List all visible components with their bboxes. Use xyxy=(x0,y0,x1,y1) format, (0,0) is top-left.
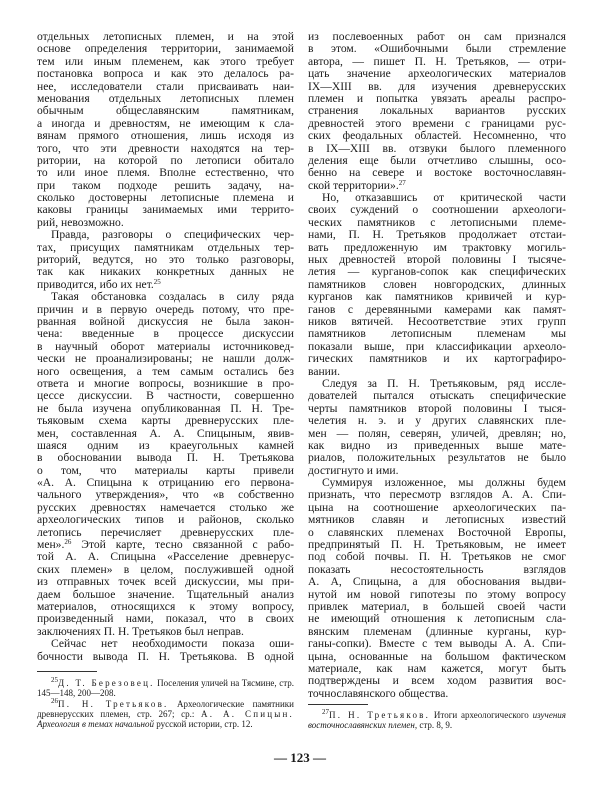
text-line: о славянских племенах Восточной Европы, xyxy=(308,525,566,539)
text-line: ских феодальных областей. Несомненно, что xyxy=(308,129,566,143)
text-line: из отправных точек всей дискуссии, мы при- xyxy=(37,575,294,589)
text-line: предпринятый П. Н. Третьяковым, не имеет xyxy=(308,538,566,552)
page-number: — 123 — xyxy=(274,750,326,765)
text-line: то или иное племя. Вполне естественно, что xyxy=(37,166,294,180)
footnote-author: Д. Т. Березовец. xyxy=(58,678,155,688)
text-line: тьяковым схема карты древнерусских пле- xyxy=(37,414,294,428)
footnote-reference[interactable]: 25 xyxy=(153,277,161,286)
text-line: сколько достоверны летописные племена и xyxy=(37,191,294,205)
text-line: заключениях П. Н. Третьяков был неправ. xyxy=(37,624,244,638)
text-line: ганов с деревянными камерами как памят- xyxy=(308,302,566,316)
text-line: курганов как памятников кривичей и кур- xyxy=(308,290,566,304)
text-line: привлек материал, в большей своей части xyxy=(308,599,566,613)
line-text: приводится, ибо их нет. xyxy=(37,277,154,291)
text-line: Правда, разговоры о специфических чер- xyxy=(51,228,294,242)
footnote-separator xyxy=(37,671,97,672)
text-line: в научный оборот материалы источниковед- xyxy=(37,339,294,353)
text-line: как видно из приведенных выше мате- xyxy=(308,438,566,452)
footnote-text: Итоги археологического xyxy=(430,710,529,720)
text-line: ческих памятников с летописными племе- xyxy=(308,215,566,229)
text-line: менования отдельных летописных племен xyxy=(37,91,294,105)
text-line: племен и попытка увязать ареалы распро- xyxy=(308,91,566,105)
text-line: бочности вывода П. Н. Третьякова. В одной xyxy=(37,649,294,663)
text-line: причин и в первую очередь потому, что пре- xyxy=(37,302,294,316)
text-line: А. А, Спицына, а для обоснования выдви- xyxy=(308,575,566,589)
text-line: ритории, на которой по летописи обитало xyxy=(37,153,294,167)
text-line: материалов, относящихся к этому вопросу, xyxy=(37,599,294,613)
text-line: Сейчас нет необходимости показа оши- xyxy=(51,637,294,651)
text-line: тах, присущих памятникам отдельных тер- xyxy=(37,240,294,254)
text-line: деления еще были отчетливо слышны, осо- xyxy=(308,153,566,167)
text-line: при таком подходе решить задачу, на- xyxy=(37,178,294,192)
footnote-author: П. Н. Третьяков. xyxy=(329,710,431,720)
text-line: риалов, положительных результатов не было xyxy=(308,451,566,465)
text-line: в обосновании вывода П. Н. Третьякова xyxy=(37,451,294,465)
footnote-author: А. А. Спицын. xyxy=(201,708,294,719)
text-line: того, что эти древности находятся на тер- xyxy=(37,141,294,155)
text-line: ного освещения, а тем самым остались без xyxy=(37,364,294,378)
footnote-separator xyxy=(308,704,368,705)
footnote-text: Поселения уличей на Тясмине, стр. 145—148, 200—208. xyxy=(37,678,294,699)
footnotes-right xyxy=(308,710,566,731)
text-line: обычным общеславянским памятникам, xyxy=(37,104,294,118)
text-line: под собой почвы. П. Н. Третьяков не смог xyxy=(308,550,566,564)
text-line: Но, отказавшись от критической части xyxy=(322,191,566,205)
line-text: ской территории». xyxy=(308,178,399,192)
text-line: странения локальных вариантов русских xyxy=(308,104,566,118)
text-line: о том, что материалы карты привели xyxy=(37,463,294,477)
text-line: ских племен» в целом, послужившей одной xyxy=(37,562,294,576)
text-line: даем большое значение. Тщательный анализ xyxy=(37,587,294,601)
text-line: археологических типов и районов, сколько xyxy=(37,513,294,527)
text-line: постановка вопроса и как это делалось ра- xyxy=(37,67,294,81)
text-line: признать, что пересмотр взглядов А. А. Спи- xyxy=(308,488,566,502)
text-line: своих суждений о соотношении археологи- xyxy=(308,203,566,217)
text-line: ников вятичей. Несоответствие этих групп xyxy=(308,314,566,328)
footnote-number: 26 xyxy=(51,696,58,705)
text-line: дователей пытался отыскать специфические xyxy=(308,389,566,403)
text-line: не была изучена опубликованная П. Н. Тре- xyxy=(37,401,294,415)
text-line: мятников славян и летописных известий xyxy=(308,513,566,527)
text-line: не имеющий отношения к летописным сла- xyxy=(308,612,566,626)
text-line: показали выше, при классификации археоло- xyxy=(308,339,566,353)
text-line: черты памятников второй половины I тыся- xyxy=(308,401,566,415)
footnote-number: 25 xyxy=(51,676,58,684)
text-line: подтверждены и всем ходом развития вос- xyxy=(308,674,566,688)
text-line: точнославянского общества. xyxy=(308,686,449,700)
footnote-text: стр. 8, 9. xyxy=(417,720,453,731)
footnote-author: П. Н. Третьяков. xyxy=(58,698,169,709)
text-line: основе определения территории, занимаемой xyxy=(37,42,294,56)
text-line: ных древностей второй половины I тысяче- xyxy=(308,253,566,267)
footnote-25 xyxy=(37,678,294,699)
text-line: нее, исследователи стали присваивать наи- xyxy=(37,79,294,93)
text-line: вянским племенам (длинные курганы, кур- xyxy=(308,624,566,638)
text-line: памятников летописным племенам мы xyxy=(308,327,566,341)
text-line: ответа и многие вопросы, возникшие в про- xyxy=(37,376,294,390)
text-line: цессе дискуссии. В частности, совершенно xyxy=(37,389,294,403)
text-line: бенно на севере и востоке восточнославян- xyxy=(308,166,566,180)
text-line: автора, — пишет П. Н. Третьяков, — отри- xyxy=(308,54,566,68)
text-line: вании. xyxy=(308,364,340,378)
text-line: челетия н. э. и у других славянских пле- xyxy=(308,414,566,428)
text-line: рванная войной дискуссия не была закон- xyxy=(37,314,294,328)
text-line: летия — курганов-сопок как специфических xyxy=(308,265,566,279)
line-text: мен». xyxy=(37,538,65,552)
text-line: чески не проанализированы; не нашли долж- xyxy=(37,352,294,366)
text-line: каковы границы занимаемых ими террито- xyxy=(37,203,294,217)
text-line: из послевоенных работ он сам признался xyxy=(308,30,566,43)
footnote-reference[interactable]: 26 xyxy=(64,538,72,547)
text-line: произведенный нами, показал, что в своих xyxy=(37,612,294,626)
text-line: в IX—XIII вв. отзвуки былого племенного xyxy=(308,141,566,155)
text-line: отдельных летописных племен, и на этой xyxy=(37,30,294,43)
footnote-title: изучения восточнославянских племен, xyxy=(308,710,566,731)
text-line: шаяся одним из краеугольных камней xyxy=(37,438,294,452)
text-line: мен — полян, северян, уличей, древлян; но, xyxy=(308,426,566,440)
text-line: нутой им новой гипотезы по этому вопросу xyxy=(308,587,566,601)
text-line: мен, составленная А. А. Спицыным, явив- xyxy=(37,426,294,440)
text-line: «А. А. Спицына к отрицанию его первона- xyxy=(37,476,294,490)
text-line: цына, основанные на большом фактическом xyxy=(308,649,566,663)
text-line: гических памятников и их картографиро- xyxy=(308,352,566,366)
text-line: той А. А. Спицына «Расселение древнерус- xyxy=(37,550,294,564)
footnotes-left xyxy=(37,678,294,729)
text-line: Такая обстановка создалась в силу ряда xyxy=(51,290,294,304)
footnote-number: 27 xyxy=(322,708,329,716)
text-line: цына на соотношение археологических па- xyxy=(308,500,566,514)
text-line: чального утверждения», что «в собственно xyxy=(37,488,294,502)
left-text-column xyxy=(37,31,294,663)
text-line: Следуя за П. Н. Третьяковым, ряд иссле- xyxy=(322,376,566,390)
text-line: материале, как нам кажется, могут быть xyxy=(308,661,566,675)
line-text: Этой карте, тесно связанной с рабо- xyxy=(71,538,294,552)
text-line: показать несостоятельность взглядов xyxy=(308,562,566,576)
text-line: риторий, ведутся, но это только разговоры, xyxy=(37,253,294,267)
footnote-text: русской истории, стр. 12. xyxy=(153,719,253,730)
text-line: достигнуто и ими. xyxy=(308,463,399,477)
text-line: русских древностях намечается столько же xyxy=(37,500,294,514)
text-line: чена: введенные в процессе дискуссии xyxy=(37,327,294,341)
text-line: так как никаких конкретных данных не xyxy=(37,265,294,279)
text-line: вянам прямого отношения, лишь исходя из xyxy=(37,129,294,143)
footnote-27 xyxy=(308,710,566,731)
text-line: древностей этого времени с границами рус- xyxy=(308,116,566,130)
text-line: тем или иным племенем, как этого требует xyxy=(37,54,294,68)
text-line: рий, невозможно. xyxy=(37,215,124,229)
text-line: вать предложенную им трактовку могиль- xyxy=(308,240,566,254)
footnote-text: Археологические памятники древнерусских племен, стр. 267; ср.: xyxy=(37,698,294,719)
footnote-26 xyxy=(37,696,294,730)
text-line: а иногда и древностям, не имеющим к сла- xyxy=(37,116,294,130)
footnote-reference[interactable]: 27 xyxy=(398,178,406,187)
text-line: памятников словен новгородских, длинных xyxy=(308,277,566,291)
text-line: в этом. «Ошибочными были стремление xyxy=(308,42,566,56)
text-line: IX—XIII вв. для изучения древнерусских xyxy=(308,79,566,93)
text-line: ганы-сопки). Вместе с тем выводы А. А. Спи- xyxy=(308,637,566,651)
text-line: летопись перечисляет древнерусских пле- xyxy=(37,525,294,539)
text-line: цать значение археологических материалов xyxy=(308,67,566,81)
text-line: Суммируя изложенное, мы должны будем xyxy=(322,476,566,490)
text-line: нами, П. Н. Третьяков продолжает отстаи- xyxy=(308,228,566,242)
right-text-column xyxy=(308,31,566,700)
footnote-title: Археология в темах начальной xyxy=(37,719,154,730)
